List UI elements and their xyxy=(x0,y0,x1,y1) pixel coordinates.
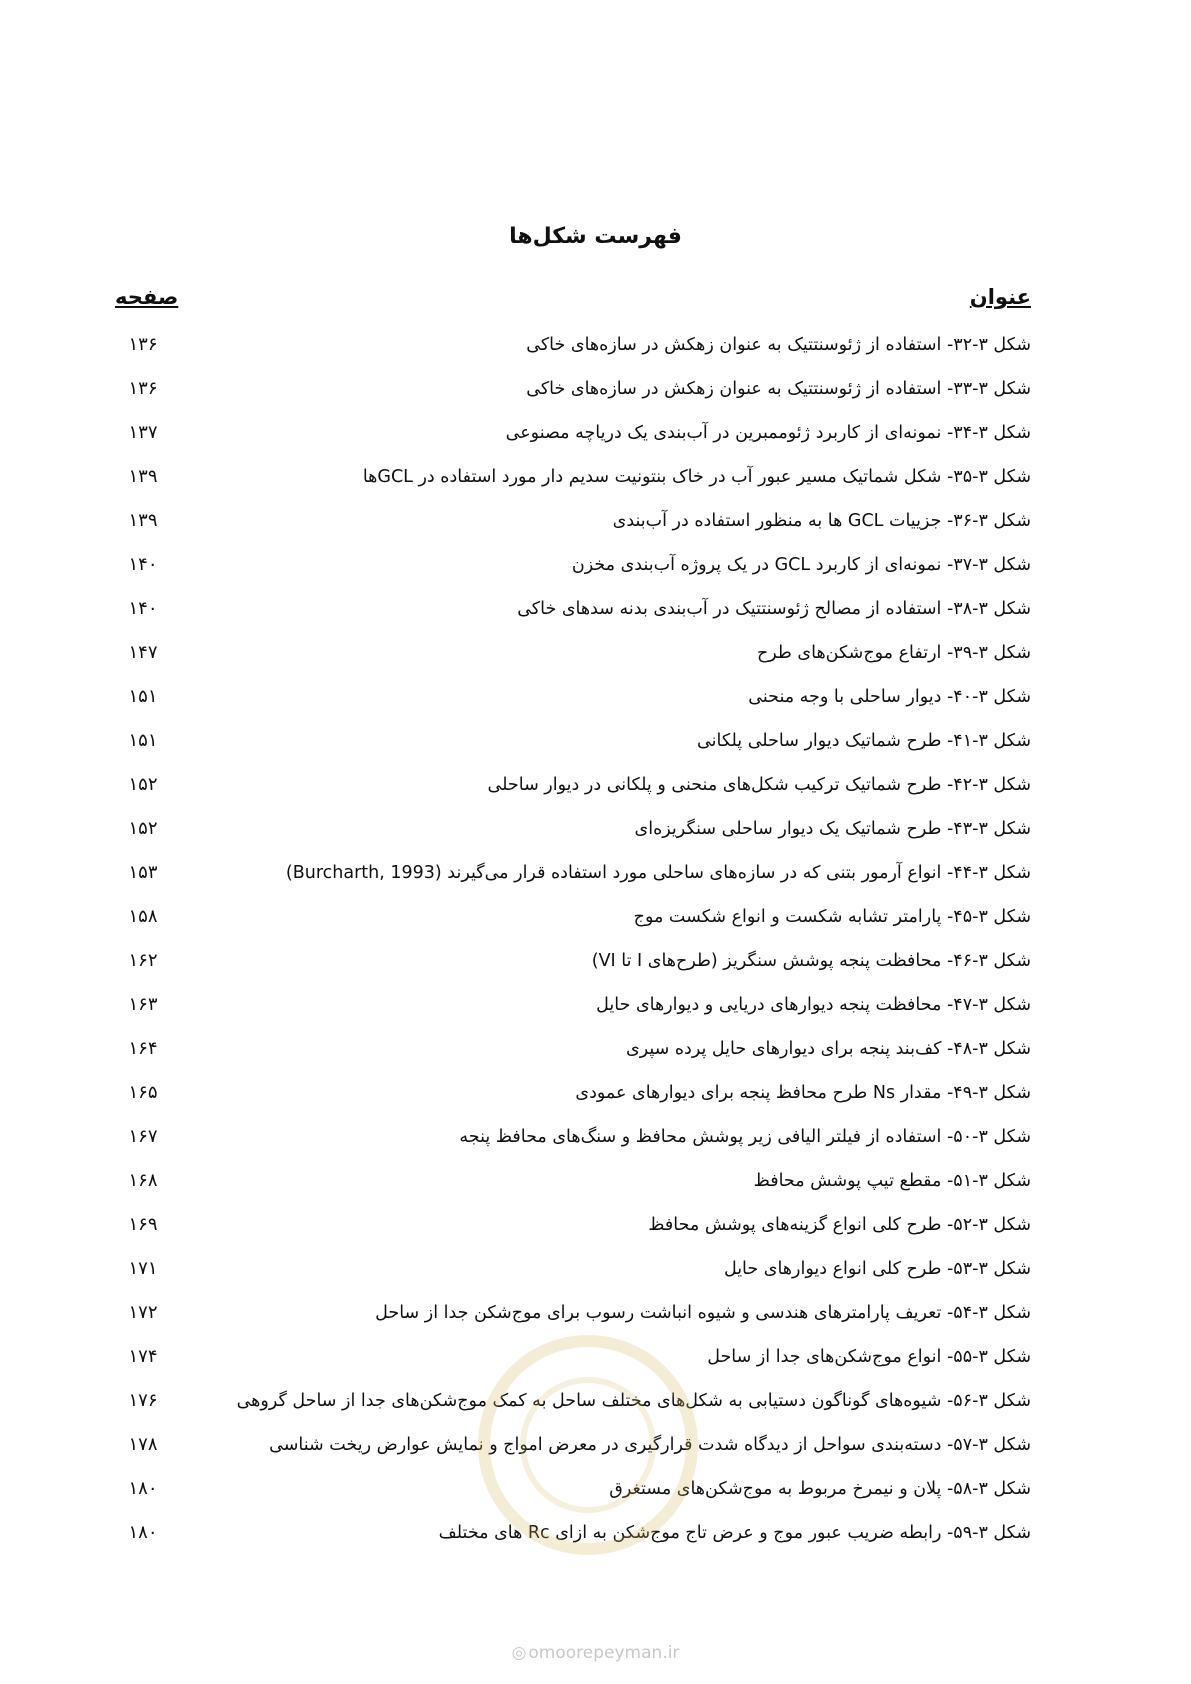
figure-title: شکل ۳-۴۳- طرح شماتیک یک دیوار ساحلی سنگریزه‌ای xyxy=(634,819,1031,839)
list-item xyxy=(115,1515,1031,1559)
list-item xyxy=(115,459,1031,503)
figure-title: شکل ۳-۴۰- دیوار ساحلی با وجه منحنی xyxy=(748,687,1031,707)
list-item xyxy=(115,371,1031,415)
list-item xyxy=(115,723,1031,767)
figure-title: شکل ۳-۴۸- کف‌بند پنجه برای دیوارهای حایل پرده سپری xyxy=(626,1039,1031,1059)
page-number: ۱۶۵ xyxy=(128,1082,158,1103)
column-header-page: صفحه xyxy=(115,285,179,309)
list-item xyxy=(115,635,1031,679)
page-number: ۱۶۲ xyxy=(128,950,158,971)
figure-title: شکل ۳-۳۳- استفاده از ژئوسنتتیک به عنوان زهکش در سازه‌های خاکی xyxy=(526,379,1031,399)
list-item xyxy=(115,679,1031,723)
figure-title: شکل ۳-۵۵- انواع موج‌شکن‌های جدا از ساحل xyxy=(707,1347,1031,1367)
figure-title: شکل ۳-۴۷- محافظت پنجه دیوارهای دریایی و دیوارهای حایل xyxy=(596,995,1031,1015)
figure-title: شکل ۳-۵۳- طرح کلی انواع دیوارهای حایل xyxy=(723,1259,1031,1279)
figure-list xyxy=(115,327,1031,1559)
list-item xyxy=(115,1119,1031,1163)
figure-title: شکل ۳-۳۷- نمونه‌ای از کاربرد GCL در یک پروژه آب‌بندی مخزن xyxy=(571,555,1031,575)
list-item xyxy=(115,503,1031,547)
list-item xyxy=(115,1383,1031,1427)
figure-title: شکل ۳-۳۶- جزییات GCL ها به منظور استفاده در آب‌بندی xyxy=(612,511,1031,531)
page-number: ۱۸۰ xyxy=(128,1522,158,1543)
page-number: ۱۵۸ xyxy=(128,906,158,927)
figure-title: شکل ۳-۴۵- پارامتر تشابه شکست و انواع شکست موج xyxy=(633,907,1031,927)
list-item xyxy=(115,327,1031,371)
figure-title: شکل ۳-۴۱- طرح شماتیک دیوار ساحلی پلکانی xyxy=(697,731,1031,751)
page-number: ۱۵۱ xyxy=(128,730,158,751)
figure-title: شکل ۳-۵۶- شیوه‌های گوناگون دستیابی به شکل‌های مختلف ساحل به کمک موج‌شکن‌های جدا از ساحل گروهی xyxy=(236,1391,1031,1411)
figure-title: شکل ۳-۳۹- ارتفاع موج‌شکن‌های طرح xyxy=(756,643,1031,663)
figure-title: شکل ۳-۵۱- مقطع تیپ پوشش محافظ xyxy=(753,1171,1031,1191)
page-number: ۱۵۱ xyxy=(128,686,158,707)
figure-title: شکل ۳-۵۷- دسته‌بندی سواحل از دیدگاه شدت قرارگیری در معرض امواج و نمایش عوارض ریخت شناسی xyxy=(269,1435,1031,1455)
figure-title: شکل ۳-۳۵- شکل شماتیک مسیر عبور آب در خاک بنتونیت سدیم دار مورد استفاده در GCLها xyxy=(362,467,1031,487)
page-number: ۱۷۸ xyxy=(128,1434,158,1455)
list-item xyxy=(115,547,1031,591)
list-item xyxy=(115,1207,1031,1251)
list-item xyxy=(115,767,1031,811)
list-item xyxy=(115,943,1031,987)
figure-title: شکل ۳-۴۲- طرح شماتیک ترکیب شکل‌های منحنی و پلکانی در دیوار ساحلی xyxy=(487,775,1031,795)
figure-title: شکل ۳-۵۸- پلان و نیمرخ مربوط به موج‌شکن‌های مستغرق xyxy=(609,1479,1031,1499)
page-number: ۱۶۸ xyxy=(128,1170,158,1191)
page-number: ۱۶۷ xyxy=(128,1126,158,1147)
watermark-url xyxy=(0,1642,1191,1664)
figure-title: شکل ۳-۴۴- انواع آرمور بتنی که در سازه‌های ساحلی مورد استفاده قرار می‌گیرند (Burcharth, 1993) xyxy=(285,863,1031,883)
page-number: ۱۷۴ xyxy=(128,1346,158,1367)
page-number: ۱۵۳ xyxy=(128,862,158,883)
list-item xyxy=(115,855,1031,899)
page-number: ۱۴۰ xyxy=(128,554,158,575)
page-number: ۱۶۳ xyxy=(128,994,158,1015)
figure-title: شکل ۳-۴۹- مقدار Ns طرح محافظ پنجه برای دیوارهای عمودی xyxy=(575,1083,1031,1103)
page-number: ۱۳۶ xyxy=(128,334,158,355)
list-item xyxy=(115,591,1031,635)
list-item xyxy=(115,811,1031,855)
page-number: ۱۳۹ xyxy=(128,466,158,487)
figure-title: شکل ۳-۳۸- استفاده از مصالح ژئوسنتتیک در آب‌بندی بدنه سدهای خاکی xyxy=(517,599,1031,619)
page-number: ۱۳۹ xyxy=(128,510,158,531)
figure-title: شکل ۳-۵۰- استفاده از فیلتر الیافی زیر پوشش محافظ و سنگ‌های محافظ پنجه xyxy=(459,1127,1031,1147)
list-item xyxy=(115,415,1031,459)
list-item xyxy=(115,1031,1031,1075)
list-item xyxy=(115,987,1031,1031)
figure-title: شکل ۳-۵۹- رابطه ضریب عبور موج و عرض تاج موج‌شکن به ازای Rc های مختلف xyxy=(438,1523,1031,1543)
page-number: ۱۷۲ xyxy=(128,1302,158,1323)
page-number: ۱۴۷ xyxy=(128,642,158,663)
page-number: ۱۳۶ xyxy=(128,378,158,399)
figure-title: شکل ۳-۳۲- استفاده از ژئوسنتتیک به عنوان زهکش در سازه‌های خاکی xyxy=(526,335,1031,355)
list-item xyxy=(115,1075,1031,1119)
figure-title: شکل ۳-۳۴- نمونه‌ای از کاربرد ژئوممبرین در آب‌بندی یک دریاچه مصنوعی xyxy=(505,423,1031,443)
figure-title: شکل ۳-۵۲- طرح کلی انواع گزینه‌های پوشش محافظ xyxy=(648,1215,1031,1235)
page-number: ۱۵۲ xyxy=(128,774,158,795)
instagram-icon: ◎ xyxy=(511,1643,527,1663)
watermark-url-text: omoorepeyman.ir xyxy=(528,1643,680,1663)
list-item xyxy=(115,1471,1031,1515)
figure-title: شکل ۳-۵۴- تعریف پارامترهای هندسی و شیوه انباشت رسوب برای موج‌شکن جدا از ساحل xyxy=(375,1303,1031,1323)
column-header-title: عنوان xyxy=(969,285,1031,309)
page-number: ۱۷۶ xyxy=(128,1390,158,1411)
page-number: ۱۸۰ xyxy=(128,1478,158,1499)
page-number: ۱۴۰ xyxy=(128,598,158,619)
list-item xyxy=(115,899,1031,943)
list-item xyxy=(115,1295,1031,1339)
figure-title: شکل ۳-۴۶- محافظت پنجه پوشش سنگریز (طرح‌های I تا VI) xyxy=(591,951,1031,971)
list-item xyxy=(115,1339,1031,1383)
page-title: فهرست شکل‌ها xyxy=(509,224,682,249)
list-item xyxy=(115,1427,1031,1471)
list-item xyxy=(115,1251,1031,1295)
page-number: ۱۶۹ xyxy=(128,1214,158,1235)
page-number: ۱۵۲ xyxy=(128,818,158,839)
page-number: ۱۶۴ xyxy=(128,1038,158,1059)
page-number: ۱۷۱ xyxy=(128,1258,158,1279)
page-number: ۱۳۷ xyxy=(128,422,158,443)
list-item xyxy=(115,1163,1031,1207)
